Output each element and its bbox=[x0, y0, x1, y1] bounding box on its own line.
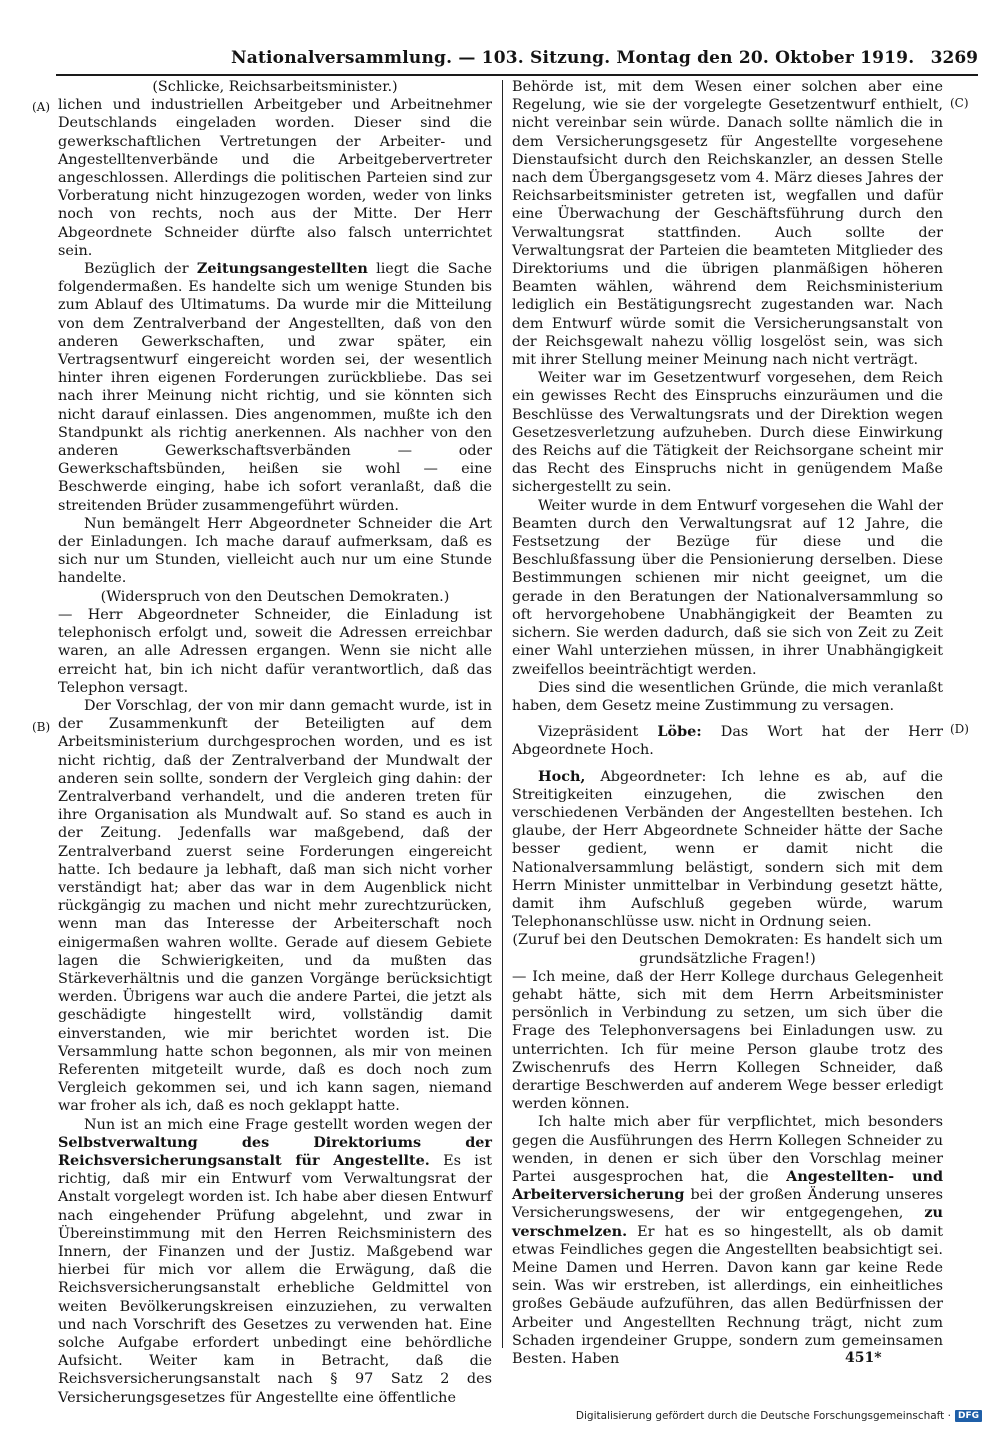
right-column bbox=[512, 78, 943, 1368]
paragraph bbox=[58, 1116, 492, 1407]
paragraph bbox=[512, 968, 943, 1114]
dfg-logo-icon: DFG bbox=[955, 1410, 982, 1422]
paragraph-text: (Schlicke, Reichsarbeitsminister.) bbox=[152, 79, 398, 95]
running-header bbox=[56, 46, 978, 76]
parenthetical-note bbox=[58, 78, 492, 96]
paragraph-text: Nun bemängelt Herr Abgeordneter Schneider die Art der Einladungen. Ich mache darauf aufmerksam, daß es sich nur um Stunden, vielleicht auch nur um eine Stunde handelte. bbox=[58, 515, 492, 587]
text-run: Abgeordneter: Ich lehne es ab, auf die Streitigkeiten einzugehen, die zwischen den verschiedenen Verbänden der Angestellten bestehen. Ich glaube, der Herr Abgeordnete Schneider hätte der Sache besser gedient, wenn er damit nicht die Nationalversammlung belästigt, sondern sich mit dem Herrn Minister unmittelbar in Verbindung gesetzt hätte, damit ihm Aufschluß gegeben würde, warum Telephonanschlüsse usw. nicht in Ordnung seien. bbox=[512, 768, 943, 931]
margin-marker-d: (D) bbox=[950, 722, 969, 736]
text-run: Bezüglich der bbox=[84, 261, 197, 278]
text-run: bei der großen Änderung unseres Versicherungswesens, der wir entgegengehen, bbox=[512, 1187, 943, 1222]
paragraph-text: Der Vorschlag, der von mir dann gemacht wurde, ist in der Zusammenkunft der Beteiligten auf dem Arbeitsministerium durchgesprochen worden, und es ist nicht richtig, daß der Zentralverband der Mundwalt der anderen sein sollte, sondern der Vergleich ging dahin: der Zentralverband verhandelt, und die anderen treten für ihre Organisation als Mundwalt auf. So stand es auch in der Zeitung. Jedenfalls war maßgebend, daß der Zentralverband zuerst seine Forderungen eingereicht hatte. Ich bedaure ja lebhaft, daß man sich nicht vorher verständigt hat; aber das war in dem Augenblick nicht rückgängig zu machen und nicht mehr zurechtzurücken, wenn man das Interesse der Arbeiterschaft noch einigermaßen wahren wollte. Gerade auf diesem Gebiete lagen die Schwierigkeiten, und da mußten das Stärkeverhältnis und die ganzen Vorgänge berücksichtigt werden. Übrigens war auch die andere Partei, die jetzt als geschädigte hingestellt wird, vollständig damit einverstanden, wie mir berichtet worden ist. Die Versammlung hatte schon begonnen, als mir von meinen Referenten mitgeteilt wurde, daß es doch noch zum Vergleich gekommen sei, und ich kann sagen, niemand war froher als ich, daß es noch geklappt hatte. bbox=[58, 697, 492, 1115]
paragraph-text: Behörde ist, mit dem Wesen einer solchen aber eine Regelung, wie sie der vorgelegte Gesetzentwurf enthielt, nicht vereinbar sein würde. Danach sollte nämlich die in dem Versicherungsgesetz für Angestellte vorgesehene Dienstaufsicht durch den Reichskanzler, an dessen Stelle nach dem Übergangsgesetz vom 4. März dieses Jahres der Reichsarbeitsminister getreten ist, wegfallen und dafür eine Überwachung der Geschäftsführung durch den Verwaltungsrat stattfinden. Auch sollte der Verwaltungsrat der Parteien die beamteten Mitglieder des Direktoriums und die übrigen planmäßigen höheren Beamten wählen, während dem Reichsministerium lediglich ein Bestätigungsrecht zugestanden war. Nach dem Entwurf würde somit die Versicherungsanstalt von der Reichsgewalt nahezu völlig losgelöst sein, was sich mit ihrer Stellung meiner Meinung nach nicht verträgt. bbox=[512, 79, 943, 369]
footer-credit bbox=[576, 1410, 982, 1422]
paragraph-text: (Zuruf bei den Deutschen Demokraten: Es handelt sich um grundsätzliche Fragen!) bbox=[512, 932, 943, 967]
paragraph bbox=[58, 515, 492, 588]
paragraph bbox=[512, 1113, 943, 1368]
text-run: Er hat es so hingestellt, als ob damit etwas Feindliches gegen die Angestellten beabsichtigt sei. Meine Damen und Herren. Davon kann gar keine Rede sein. Was wir erstreben, ist allerdings, ein einheitliches großes Gebäude aufzuführen, das allen Bedürfnissen der Arbeiter und Angestellten Rechnung trägt, nicht zum Schaden irgendeiner Gruppe, sondern zum gemeinsamen Besten. Haben bbox=[512, 1223, 943, 1368]
paragraph bbox=[512, 369, 943, 496]
sheet-signature: 451* bbox=[845, 1350, 882, 1366]
paragraph-text: (Widerspruch von den Deutschen Demokraten.) bbox=[100, 588, 450, 605]
paragraph-text: Weiter war im Gesetzentwurf vorgesehen, dem Reich ein gewisses Recht des Einspruchs einzuräumen und die Beschlüsse des Verwaltungsrats und der Direktion wegen Gesetzesverletzung aufzuheben. Durch diese Einwirkung des Reichs auf die Tätigkeit der Reichsorgane scheint mir das Recht des Einspruchs nicht in genügendem Maße sichergestellt zu sein. bbox=[512, 370, 943, 496]
column-divider bbox=[502, 80, 503, 1348]
paragraph bbox=[58, 96, 492, 260]
emphasis: Selbstverwaltung des Direktoriums der Reichsversicherungsanstalt für Angestellte. bbox=[58, 1133, 492, 1169]
text-run: liegt die Sache folgendermaßen. Es handelte sich um wenige Stunden bis zum Ablauf des Ultimatums. Da wurde mir die Mitteilung von dem Zentralverband der Angestellten, daß von den anderen Gewerkschaften, und zwar später, ein Vertragsentwurf eingereicht worden sei, der wesentlich hinter ihren eigenen Forderungen zurückbliebe. Das sei nach ihrer Meinung nicht richtig, und sie könnten sich nicht darauf einlassen. Dies angenommen, mußte ich den Standpunkt als richtig anerkennen. Als nachher von den anderen Gewerkschaftsverbänden — oder Gewerkschaftsbünden, heißen sie wohl — eine Beschwerde einging, habe ich sofort veranlaßt, daß die streitenden Brüder zusammengeführt würden. bbox=[58, 261, 492, 514]
paragraph bbox=[58, 260, 492, 515]
text-run: Nun ist an mich eine Frage gestellt worden wegen der bbox=[84, 1116, 492, 1133]
paragraph bbox=[512, 78, 943, 369]
margin-marker-c: (C) bbox=[950, 96, 969, 110]
paragraph bbox=[512, 497, 943, 679]
speaker-paragraph bbox=[512, 768, 943, 932]
margin-marker-a: (A) bbox=[32, 100, 51, 114]
paragraph bbox=[58, 606, 492, 697]
text-run: Vizepräsident bbox=[538, 724, 658, 741]
emphasis: zu verschmelzen. bbox=[512, 1204, 943, 1240]
left-column bbox=[58, 78, 492, 1407]
paragraph-text: Dies sind die wesentlichen Gründe, die mich veranlaßt haben, dem Gesetz meine Zustimmung zu versagen. bbox=[512, 679, 943, 714]
emphasis: Zeitungsangestellten bbox=[196, 260, 368, 278]
page-number: 3269 bbox=[930, 48, 978, 68]
paragraph bbox=[58, 697, 492, 1116]
emphasis: Löbe: bbox=[657, 723, 702, 741]
parenthetical-note bbox=[58, 588, 492, 606]
paragraph-text: — Herr Abgeordneter Schneider, die Einladung ist telephonisch erfolgt und, soweit die Adressen erreichbar waren, an alle Adressen ergangen. Wenn sie nicht alle erreicht hat, bin ich nicht dafür verantwortlich, daß das Telephon versagt. bbox=[58, 606, 492, 696]
paragraph-text: lichen und industriellen Arbeitgeber und Arbeitnehmer Deutschlands eingeladen worden. Dieser sind die gewerkschaftlichen Vertretungen der Arbeiter- und Angestelltenverbände und die Arbeitgebervertreter angeschlossen. Allerdings die politischen Parteien sind zur Vorberatung nicht hinzugezogen worden, weder von links noch von rechts, noch aus der Mitte. Der Herr Abgeordnete Schneider dürfte also falsch unterrichtet sein. bbox=[58, 97, 492, 259]
emphasis: Hoch, bbox=[538, 767, 586, 785]
paragraph-text: Weiter wurde in dem Entwurf vorgesehen die Wahl der Beamten durch den Verwaltungsrat auf 12 Jahre, die Festsetzung der Bezüge für diese und die Beschlußfassung über die Pensionierung derselben. Diese Bestimmungen schienen mir nicht geeignet, um die gerade in den Beratungen der Nationalversammlung so oft hervorgehobene Unabhängigkeit der Beamten zu sichern. Sie werden dadurch, daß sie sich von Zeit zu Zeit einer Wahl unterziehen müssen, in ihrer Unabhängigkeit zweifellos beeinträchtigt werden. bbox=[512, 497, 943, 678]
margin-marker-b: (B) bbox=[32, 720, 51, 734]
parenthetical-note bbox=[512, 931, 943, 967]
emphasis: Angestellten- und Arbeiterversicherung bbox=[512, 1167, 944, 1204]
text-run: Ich halte mich aber für verpflichtet, mich besonders gegen die Ausführungen des Herrn Kollegen Schneider zu wenden, in denen er sich über den Vorschlag meiner Partei ausgesprochen hat, die bbox=[512, 1114, 943, 1185]
footer-text: Digitalisierung gefördert durch die Deutsche Forschungsgemeinschaft · bbox=[575, 1410, 951, 1422]
text-run: Es ist richtig, daß mir ein Entwurf vom Verwaltungsrat der Anstalt vorgelegt worden ist. Ich habe aber diesen Entwurf nach eingehender Prüfung abgelehnt, und zwar in Übereinstimmung mit den Herren Reichsministern des Innern, der Finanzen und der Justiz. Maßgebend war hierbei für mich vor allem die Erwägung, daß die Reichsversicherungsanstalt erhebliche Geldmittel von weiten Bevölkerungskreisen einzuziehen, zu verwalten und nach Vorschrift des Gesetzes zu verwenden hat. Eine solche Aufgabe erfordert unbedingt eine behördliche Aufsicht. Weiter kam in Betracht, daß die Reichsversicherungsanstalt nach § 97 Satz 2 des Versicherungsgesetzes für Angestellte eine öffentliche bbox=[58, 1152, 493, 1406]
paragraph bbox=[512, 679, 943, 715]
paragraph-text: — Ich meine, daß der Herr Kollege durchaus Gelegenheit gehabt hätte, sich mit dem Herrn Arbeitsminister persönlich in Verbindung zu setzen, um sich über die Frage des Telephonversagens bei Einladungen usw. zu unterrichten. Ich für meine Person glaube trotz des Zwischenrufs des Herrn Kollegen Schneider, daß derartige Beschwerden auf anderem Wege besser erledigt werden können. bbox=[512, 968, 943, 1113]
header-title: Nationalversammlung. — 103. Sitzung. Montag den 20. Oktober 1919. bbox=[231, 48, 915, 68]
speaker-paragraph bbox=[512, 723, 943, 759]
text-run: Das Wort hat der Herr Abgeordnete Hoch. bbox=[512, 724, 943, 759]
